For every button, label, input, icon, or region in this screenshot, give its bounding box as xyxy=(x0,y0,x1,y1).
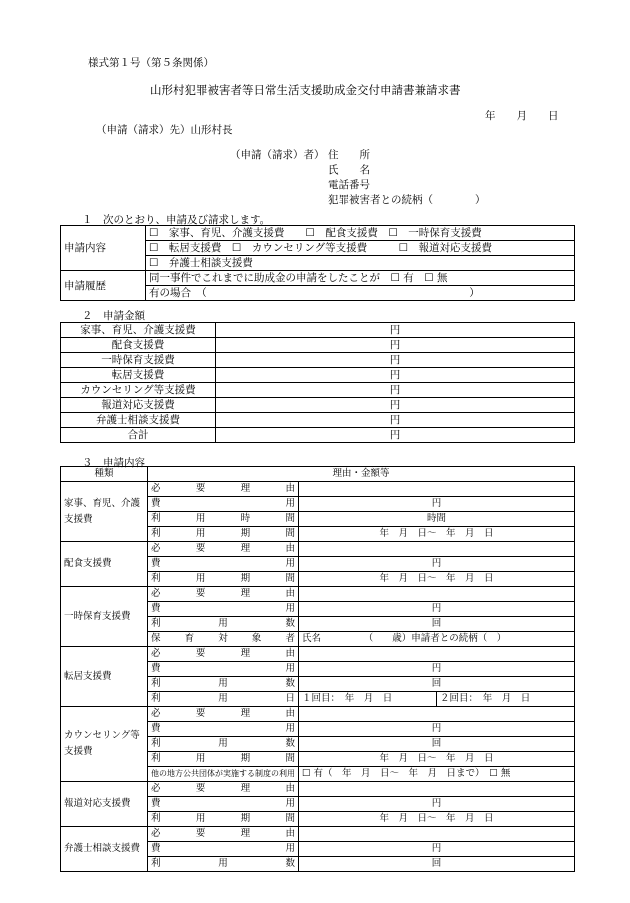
amount-value[interactable]: 円 xyxy=(216,398,575,413)
detail-value[interactable]: 円 xyxy=(299,797,575,812)
detail-item: 利用期間 xyxy=(148,812,299,827)
detail-item: 利用期間 xyxy=(148,752,299,767)
detail-value[interactable]: 円 xyxy=(299,497,575,512)
section3-heading: ３ 申請内容 xyxy=(82,457,145,469)
detail-item: 費用 xyxy=(148,842,299,857)
amount-label: 合計 xyxy=(61,428,216,443)
content-label: 申請内容 xyxy=(61,226,146,271)
detail-item: 費用 xyxy=(148,662,299,677)
amount-row xyxy=(61,323,575,338)
history-label: 申請履歴 xyxy=(61,271,146,301)
col-reason-header: 理由・金額等 xyxy=(148,467,575,482)
detail-item: 利用日 xyxy=(148,692,299,707)
detail-type: 弁護士相談支援費 xyxy=(61,827,148,872)
section1-table xyxy=(60,225,575,301)
detail-type: カウンセリング等支援費 xyxy=(61,707,148,782)
detail-value[interactable]: 年 月 日～ 年 月 日 xyxy=(299,752,575,767)
document-title: 山形村犯罪被害者等日常生活支援助成金交付申請書兼請求書 xyxy=(150,83,461,97)
detail-value[interactable]: 回 xyxy=(299,677,575,692)
detail-type: 配食支援費 xyxy=(61,542,148,587)
detail-value[interactable]: 氏名 （ 歳）申請者との続柄（ ） xyxy=(299,632,575,647)
detail-value-2[interactable]: ２回目： 年 月 日 xyxy=(436,692,574,707)
amount-label: 一時保育支援費 xyxy=(61,353,216,368)
content-line-3: ☐ 弁護士相談支援費 xyxy=(146,256,575,271)
detail-table xyxy=(60,466,575,872)
detail-type: 一時保育支援費 xyxy=(61,587,148,647)
detail-value[interactable]: 回 xyxy=(299,617,575,632)
detail-row xyxy=(61,647,575,662)
applicant-name-label: 氏 名 xyxy=(328,164,370,176)
detail-item: 利用期間 xyxy=(148,572,299,587)
amount-value[interactable]: 円 xyxy=(216,338,575,353)
detail-value[interactable]: 年 月 日～ 年 月 日 xyxy=(299,572,575,587)
amount-value[interactable]: 円 xyxy=(216,368,575,383)
amount-row xyxy=(61,428,575,443)
detail-item: 利用数 xyxy=(148,737,299,752)
section1-heading: １ 次のとおり、申請及び請求します。 xyxy=(82,214,271,226)
applicant-label: （申請（請求）者） xyxy=(230,149,325,161)
applicant-address-label: 住 所 xyxy=(328,149,370,161)
detail-item: 必要理由 xyxy=(148,482,299,497)
amount-label: 家事、育児、介護支援費 xyxy=(61,323,216,338)
detail-value[interactable]: ☐ 有（ 年 月 日～ 年 月 日まで） ☐ 無 xyxy=(299,767,575,782)
detail-item: 費用 xyxy=(148,557,299,572)
detail-row xyxy=(61,782,575,797)
detail-row xyxy=(61,482,575,497)
amount-row xyxy=(61,353,575,368)
detail-value[interactable]: 円 xyxy=(299,602,575,617)
detail-row xyxy=(61,707,575,722)
detail-value[interactable] xyxy=(299,827,575,842)
detail-row xyxy=(61,542,575,557)
detail-item: 費用 xyxy=(148,722,299,737)
amount-value[interactable]: 円 xyxy=(216,428,575,443)
detail-item: 必要理由 xyxy=(148,782,299,797)
amount-row xyxy=(61,368,575,383)
detail-item: 利用期間 xyxy=(148,527,299,542)
amount-row xyxy=(61,413,575,428)
amount-value[interactable]: 円 xyxy=(216,353,575,368)
detail-value[interactable] xyxy=(299,542,575,557)
detail-value[interactable]: 円 xyxy=(299,722,575,737)
section2-heading: ２ 申請金額 xyxy=(82,310,145,322)
detail-value[interactable] xyxy=(299,587,575,602)
detail-value[interactable] xyxy=(299,707,575,722)
detail-value[interactable]: 円 xyxy=(299,662,575,677)
amount-value[interactable]: 円 xyxy=(216,383,575,398)
date-line: 年 月 日 xyxy=(485,110,559,122)
content-line-1: ☐ 家事、育児、介護支援費 ☐ 配食支援費 ☐ 一時保育支援費 xyxy=(146,226,575,241)
detail-row xyxy=(61,587,575,602)
detail-item: 必要理由 xyxy=(148,647,299,662)
amount-label: 弁護士相談支援費 xyxy=(61,413,216,428)
form-number: 様式第１号（第５条関係） xyxy=(88,57,214,69)
detail-item: 利用数 xyxy=(148,857,299,872)
detail-value[interactable]: 回 xyxy=(299,857,575,872)
detail-value[interactable] xyxy=(299,647,575,662)
detail-value[interactable]: 円 xyxy=(299,557,575,572)
detail-value[interactable] xyxy=(299,482,575,497)
detail-value[interactable]: 年 月 日～ 年 月 日 xyxy=(299,527,575,542)
amount-value[interactable]: 円 xyxy=(216,323,575,338)
detail-item: 必要理由 xyxy=(148,587,299,602)
applicant-phone-label: 電話番号 xyxy=(328,179,370,191)
detail-item: 費用 xyxy=(148,797,299,812)
detail-item: 費用 xyxy=(148,602,299,617)
history-line-2: 有の場合 （ ） xyxy=(146,286,575,301)
amount-row xyxy=(61,398,575,413)
detail-item: 利用数 xyxy=(148,617,299,632)
content-line-2: ☐ 転居支援費 ☐ カウンセリング等支援費 ☐ 報道対応支援費 xyxy=(146,241,575,256)
detail-type: 転居支援費 xyxy=(61,647,148,707)
detail-value[interactable]: 回 xyxy=(299,737,575,752)
amount-label: 転居支援費 xyxy=(61,368,216,383)
amount-label: カウンセリング等支援費 xyxy=(61,383,216,398)
detail-row xyxy=(61,827,575,842)
detail-item: 必要理由 xyxy=(148,542,299,557)
amount-value[interactable]: 円 xyxy=(216,413,575,428)
detail-value[interactable] xyxy=(299,782,575,797)
col-type-header: 種類 xyxy=(61,467,148,482)
amount-row xyxy=(61,383,575,398)
detail-item: 必要理由 xyxy=(148,827,299,842)
amount-label: 報道対応支援費 xyxy=(61,398,216,413)
detail-item: 必要理由 xyxy=(148,707,299,722)
applicant-relation-label: 犯罪被害者との続柄（ ） xyxy=(328,194,486,206)
addressee: （申請（請求）先）山形村長 xyxy=(96,124,233,136)
detail-type: 家事、育児、介護支援費 xyxy=(61,482,148,542)
detail-item: 利用数 xyxy=(148,677,299,692)
detail-value[interactable]: 年 月 日～ 年 月 日 xyxy=(299,812,575,827)
detail-item: 他の地方公共団体が実施する制度の利用 xyxy=(148,767,299,782)
detail-item: 費用 xyxy=(148,497,299,512)
amount-label: 配食支援費 xyxy=(61,338,216,353)
detail-value[interactable]: 円 xyxy=(299,842,575,857)
detail-value[interactable]: １回目： 年 月 日 xyxy=(299,692,437,707)
detail-type: 報道対応支援費 xyxy=(61,782,148,827)
detail-value[interactable]: 時間 xyxy=(299,512,575,527)
amount-row xyxy=(61,338,575,353)
detail-item: 保育対象者 xyxy=(148,632,299,647)
amount-table xyxy=(60,322,575,443)
history-line-1: 同一事件でこれまでに助成金の申請をしたことが ☐ 有 ☐ 無 xyxy=(146,271,575,286)
detail-item: 利用時間 xyxy=(148,512,299,527)
